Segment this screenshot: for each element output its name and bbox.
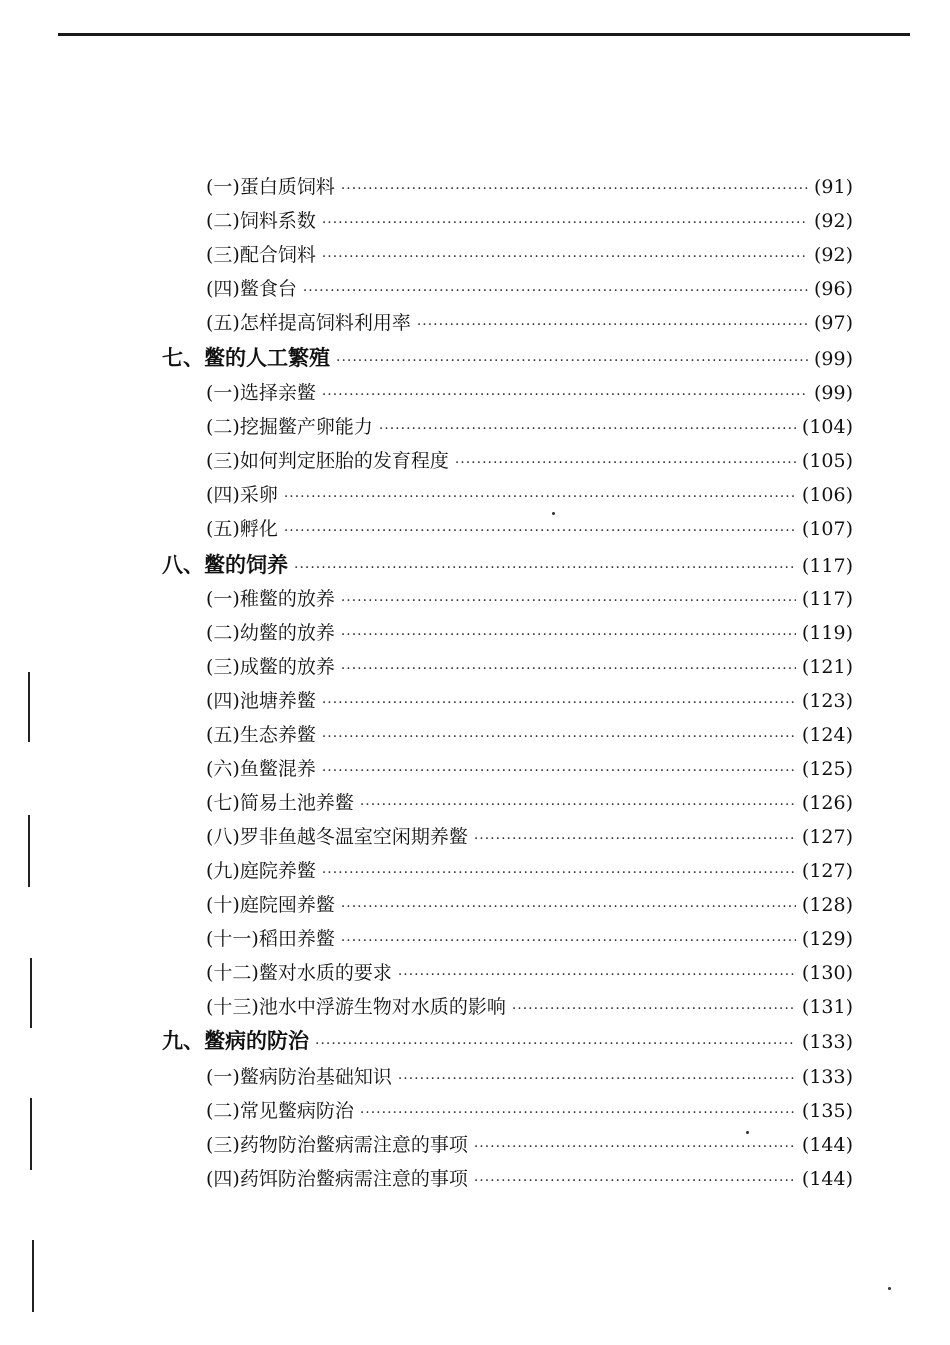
toc-entry-label: (十三)池水中浮游生物对水质的影响: [206, 996, 506, 1018]
dot-leader: [474, 824, 796, 854]
toc-entry[interactable]: [206, 992, 853, 1022]
toc-entry[interactable]: [206, 856, 853, 886]
toc-entry-label: (三)配合饲料: [206, 244, 316, 266]
toc-entry[interactable]: [206, 890, 853, 920]
dot-leader: [417, 310, 808, 340]
toc-entry-page: (124): [801, 724, 853, 746]
dot-leader: [512, 994, 796, 1024]
dot-leader: [322, 688, 796, 718]
toc-entry[interactable]: [206, 446, 853, 476]
toc-entry[interactable]: [206, 720, 853, 750]
toc-entry-label: (十)庭院囤养鳖: [206, 894, 335, 916]
toc-chapter[interactable]: [162, 550, 853, 580]
dot-leader: [322, 208, 808, 238]
toc-entry[interactable]: [206, 1062, 853, 1092]
scan-margin-mark: [30, 958, 32, 1028]
toc-entry[interactable]: [206, 378, 853, 408]
toc-entry-label: (十二)鳖对水质的要求: [206, 962, 392, 984]
toc-entry[interactable]: [206, 924, 853, 954]
toc-entry[interactable]: [206, 514, 853, 544]
toc-entry-label: (九)庭院养鳖: [206, 860, 316, 882]
toc-entry-page: (99): [813, 382, 853, 404]
toc-entry-label: (七)简易土池养鳖: [206, 792, 354, 814]
toc-entry-page: (125): [801, 758, 853, 780]
toc-chapter-label: 八、鳖的饲养: [162, 552, 288, 577]
toc-chapter[interactable]: [162, 1026, 853, 1056]
dot-leader: [322, 242, 808, 272]
toc-entry[interactable]: [206, 1096, 853, 1126]
toc-chapter-page: (99): [813, 348, 853, 370]
toc-entry[interactable]: [206, 788, 853, 818]
toc-entry-page: (117): [801, 588, 853, 610]
toc-entry-page: (121): [801, 656, 853, 678]
toc-entry-label: (二)挖掘鳖产卵能力: [206, 416, 373, 438]
dot-leader: [360, 1098, 796, 1128]
toc-entry[interactable]: [206, 172, 853, 202]
toc-entry[interactable]: [206, 308, 853, 338]
dot-leader: [322, 756, 796, 786]
toc-entry[interactable]: [206, 754, 853, 784]
toc-entry-page: (130): [801, 962, 853, 984]
toc-entry-page: (106): [801, 484, 853, 506]
scan-speck: [552, 512, 555, 515]
dot-leader: [322, 858, 796, 888]
toc-entry[interactable]: [206, 822, 853, 852]
toc-entry-label: (三)如何判定胚胎的发育程度: [206, 450, 449, 472]
toc-entry[interactable]: [206, 480, 853, 510]
scan-margin-mark: [32, 1240, 34, 1312]
toc-entry-label: (二)幼鳖的放养: [206, 622, 335, 644]
toc-entry[interactable]: [206, 274, 853, 304]
toc-entry-page: (96): [813, 278, 853, 300]
dot-leader: [322, 380, 808, 410]
toc-chapter[interactable]: [162, 343, 853, 373]
toc-chapter-page: (117): [801, 555, 853, 577]
dot-leader: [341, 174, 808, 204]
toc-entry-page: (107): [801, 518, 853, 540]
scan-speck: [888, 1287, 891, 1290]
toc-entry-page: (144): [801, 1134, 853, 1156]
toc-entry-label: (四)池塘养鳖: [206, 690, 316, 712]
toc-entry-label: (五)孵化: [206, 518, 278, 540]
toc-entry[interactable]: [206, 1130, 853, 1160]
dot-leader: [398, 1064, 796, 1094]
toc-entry[interactable]: [206, 618, 853, 648]
dot-leader: [303, 276, 808, 306]
toc-entry[interactable]: [206, 958, 853, 988]
toc-entry-label: (一)鳖病防治基础知识: [206, 1066, 392, 1088]
dot-leader: [294, 553, 796, 583]
dot-leader: [455, 448, 796, 478]
dot-leader: [341, 586, 796, 616]
toc-entry-page: (135): [801, 1100, 853, 1122]
toc-entry[interactable]: [206, 686, 853, 716]
toc-entry-label: (八)罗非鱼越冬温室空闲期养鳖: [206, 826, 468, 848]
dot-leader: [474, 1132, 796, 1162]
toc-entry-page: (133): [801, 1066, 853, 1088]
toc-entry-page: (92): [813, 210, 853, 232]
toc-entry-label: (十一)稻田养鳖: [206, 928, 335, 950]
toc-entry-label: (二)常见鳖病防治: [206, 1100, 354, 1122]
toc-entry-label: (六)鱼鳖混养: [206, 758, 316, 780]
toc-chapter-page: (133): [801, 1031, 853, 1053]
dot-leader: [284, 516, 796, 546]
dot-leader: [284, 482, 796, 512]
toc-entry-page: (127): [801, 860, 853, 882]
toc-entry-page: (92): [813, 244, 853, 266]
toc-entry-label: (五)生态养鳖: [206, 724, 316, 746]
toc-entry-page: (128): [801, 894, 853, 916]
toc-entry-label: (五)怎样提高饲料利用率: [206, 312, 411, 334]
dot-leader: [360, 790, 796, 820]
toc-entry-label: (四)鳖食台: [206, 278, 297, 300]
scan-margin-mark: [28, 672, 30, 742]
toc-entry-label: (一)选择亲鳖: [206, 382, 316, 404]
dot-leader: [341, 926, 796, 956]
toc-entry-page: (105): [801, 450, 853, 472]
toc-entry-page: (91): [813, 176, 853, 198]
toc-entry-label: (二)饲料系数: [206, 210, 316, 232]
toc-entry-page: (131): [801, 996, 853, 1018]
scan-margin-mark: [28, 815, 30, 887]
dot-leader: [398, 960, 796, 990]
toc-entry-page: (129): [801, 928, 853, 950]
toc-entry-label: (一)蛋白质饲料: [206, 176, 335, 198]
toc-entry-label: (一)稚鳖的放养: [206, 588, 335, 610]
toc-chapter-label: 九、鳖病的防治: [162, 1028, 309, 1053]
dot-leader: [322, 722, 796, 752]
dot-leader: [341, 654, 796, 684]
toc-entry-page: (123): [801, 690, 853, 712]
toc-entry[interactable]: [206, 652, 853, 682]
dot-leader: [315, 1029, 796, 1059]
scan-margin-mark: [30, 1098, 32, 1170]
toc-chapter-label: 七、鳖的人工繁殖: [162, 345, 330, 370]
dot-leader: [474, 1166, 796, 1196]
dot-leader: [336, 346, 808, 376]
scan-speck: [746, 1131, 749, 1134]
toc-entry-page: (97): [813, 312, 853, 334]
toc-entry-label: (三)成鳖的放养: [206, 656, 335, 678]
toc-entry[interactable]: [206, 412, 853, 442]
toc-entry-label: (四)药饵防治鳖病需注意的事项: [206, 1168, 468, 1190]
toc-entry[interactable]: [206, 206, 853, 236]
toc-entry[interactable]: [206, 584, 853, 614]
dot-leader: [379, 414, 796, 444]
toc-entry[interactable]: [206, 240, 853, 270]
toc-entry-label: (三)药物防治鳖病需注意的事项: [206, 1134, 468, 1156]
toc-entry-page: (119): [801, 622, 853, 644]
toc-entry-page: (144): [801, 1168, 853, 1190]
toc-entry-page: (126): [801, 792, 853, 814]
dot-leader: [341, 892, 796, 922]
toc-entry[interactable]: [206, 1164, 853, 1194]
dot-leader: [341, 620, 796, 650]
toc-entry-page: (104): [801, 416, 853, 438]
toc-entry-label: (四)采卵: [206, 484, 278, 506]
toc-entry-page: (127): [801, 826, 853, 848]
